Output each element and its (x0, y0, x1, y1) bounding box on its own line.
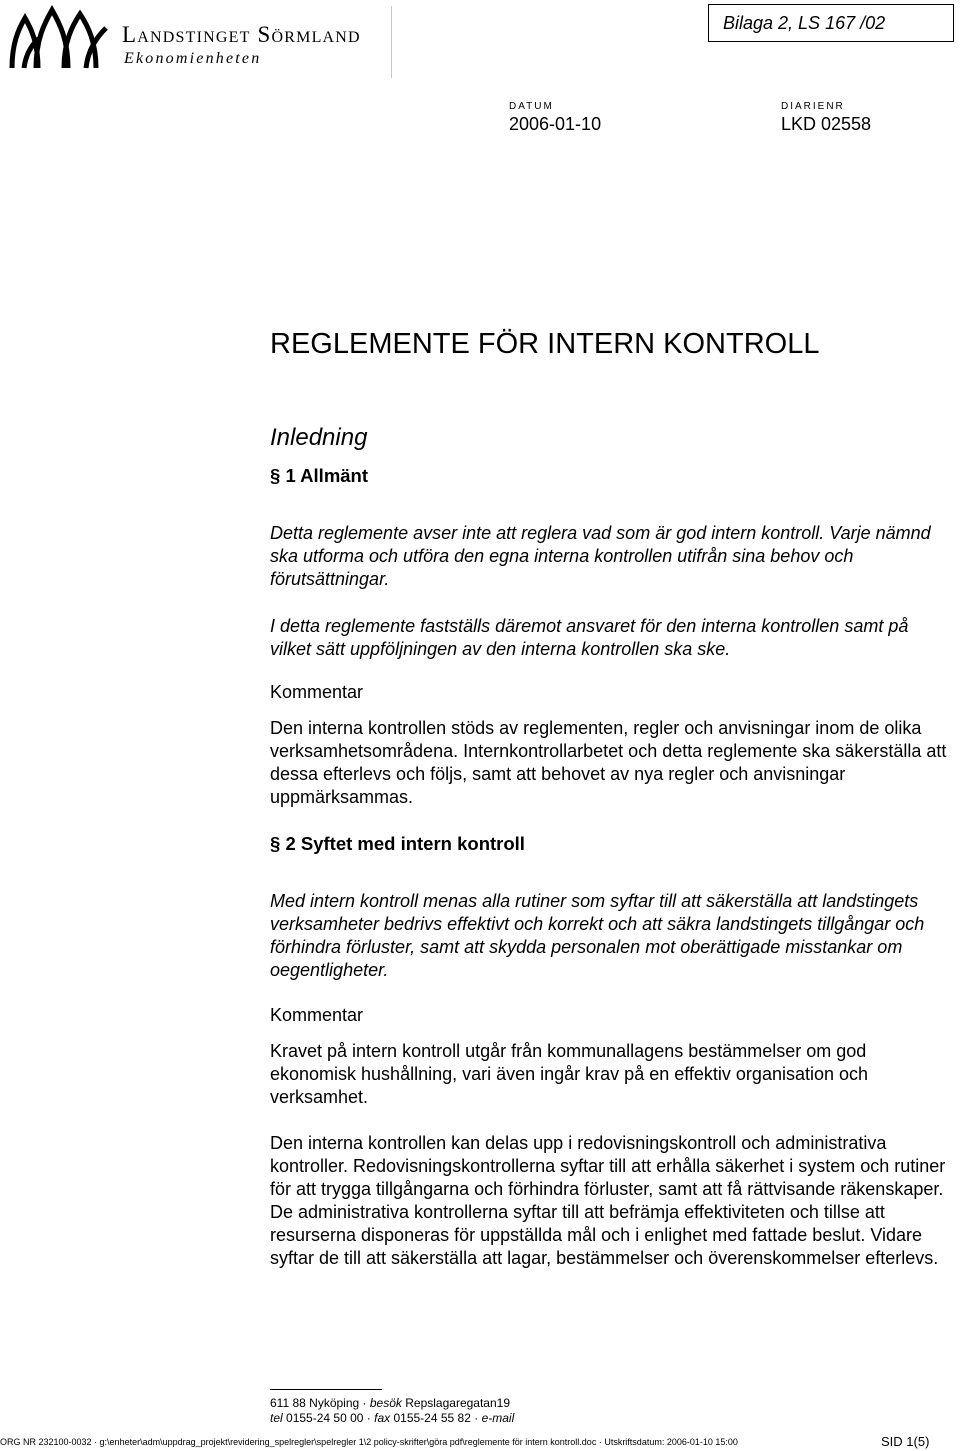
page-number: SID 1(5) (881, 1434, 930, 1449)
organization-name: Landstinget Sörmland (122, 22, 361, 47)
section-mark-icon: § (270, 465, 281, 486)
date-label: DATUM (509, 101, 554, 112)
organization-logo (6, 4, 114, 72)
document-path-info: ORG NR 232100-0032 · g:\enheter\adm\uppdrag_projekt\revidering_spelregler\spelregler 1\2 policy-skrifter\göra pdf\reglemente för intern kontroll.doc · Utskriftsdatum: 2006-01-10 15:00 (0, 1437, 738, 1447)
section-1-comment-label: Kommentar (270, 682, 364, 702)
department-name: Ekonomienheten (124, 50, 262, 67)
intro-heading: Inledning (270, 424, 368, 451)
section-mark-icon: § (270, 833, 281, 854)
registration-label: DIARIENR (781, 101, 845, 112)
section-2-comment-paragraph-1: Kravet på intern kontroll utgår från kommunallagens bestämmelser om god ekonomisk hushållning, vari även ingår krav på en effektiv organisation och verksamhet. (270, 1041, 869, 1107)
footer-address-line-1: 611 88 Nyköping · besök Repslagaregatan19 (270, 1396, 510, 1410)
attachment-reference-box (708, 4, 954, 42)
tel-label: tel (270, 1411, 283, 1425)
section-2-comment-label: Kommentar (270, 1005, 364, 1025)
date-value: 2006-01-10 (509, 114, 602, 134)
section-2-paragraph-1: Med intern kontroll menas alla rutiner som syftar till att säkerställa att landstingets verksamheter bedrivs effektivt och korrekt och att säkra landstingets tillgångar och förhindra förluster, samt att skydda personalen mot oberättigade misstankar om oegentligheter. (270, 891, 925, 980)
section-1-comment-text: Den interna kontrollen stöds av reglementen, regler och anvisningar inom de olika verksamhetsområdena. Internkontrollarbetet och detta reglemente ska säkerställa att dessa efterlevs och följs, samt att behovet av nya regler och anvisningar uppmärksammas. (270, 718, 947, 807)
document-title: REGLEMENTE FÖR INTERN KONTROLL (270, 328, 820, 360)
fax-value: 0155-24 55 82 (393, 1411, 471, 1425)
header-divider (391, 6, 392, 78)
tel-value: 0155-24 50 00 (286, 1411, 364, 1425)
postal-address: 611 88 Nyköping (270, 1396, 360, 1410)
section-1-heading: § 1 Allmänt (270, 465, 369, 486)
section-1-paragraph-1: Detta reglemente avser inte att reglera vad som är god intern kontroll. Varje nämnd ska utforma och utföra den egna interna kontrollen utifrån sina behov och förutsättningar. (270, 523, 931, 589)
section-2-comment-paragraph-2: Den interna kontrollen kan delas upp i redovisningskontroll och administrativa kontroller. Redovisningskontrollerna syftar till att erhålla säkerhet i system och rutiner för att trygga tillgångarna och förhindra förluster, samt att få rättvisande räkenskaper. De administrativa kontrollerna syftar till att befrämja effektiviteten och tillse att resurserna disponeras för uppställda mål och i enlighet med fattade beslut. Vidare syftar de till att säkerställa att lagar, bestämmelser och överenskommelser efterlevs. (270, 1133, 946, 1268)
fax-label: fax (374, 1411, 391, 1425)
email-label: e-mail (481, 1411, 515, 1425)
attachment-reference: Bilaga 2, LS 167 /02 (723, 12, 886, 33)
section-2-heading: § 2 Syftet med intern kontroll (270, 833, 525, 854)
registration-value: LKD 02558 (781, 114, 872, 134)
section-1-paragraph-2: I detta reglemente fastställs däremot ansvaret för den interna kontrollen samt på vilket sätt uppföljningen av den interna kontrollen ska ske. (270, 616, 909, 659)
footer-address-line-2: tel 0155-24 50 00 · fax 0155-24 55 82 · e-mail (270, 1411, 515, 1425)
visit-address: Repslagaregatan19 (405, 1396, 510, 1410)
footer-rule (270, 1389, 382, 1390)
footer-address (270, 1396, 514, 1426)
visit-label: besök (369, 1396, 402, 1410)
